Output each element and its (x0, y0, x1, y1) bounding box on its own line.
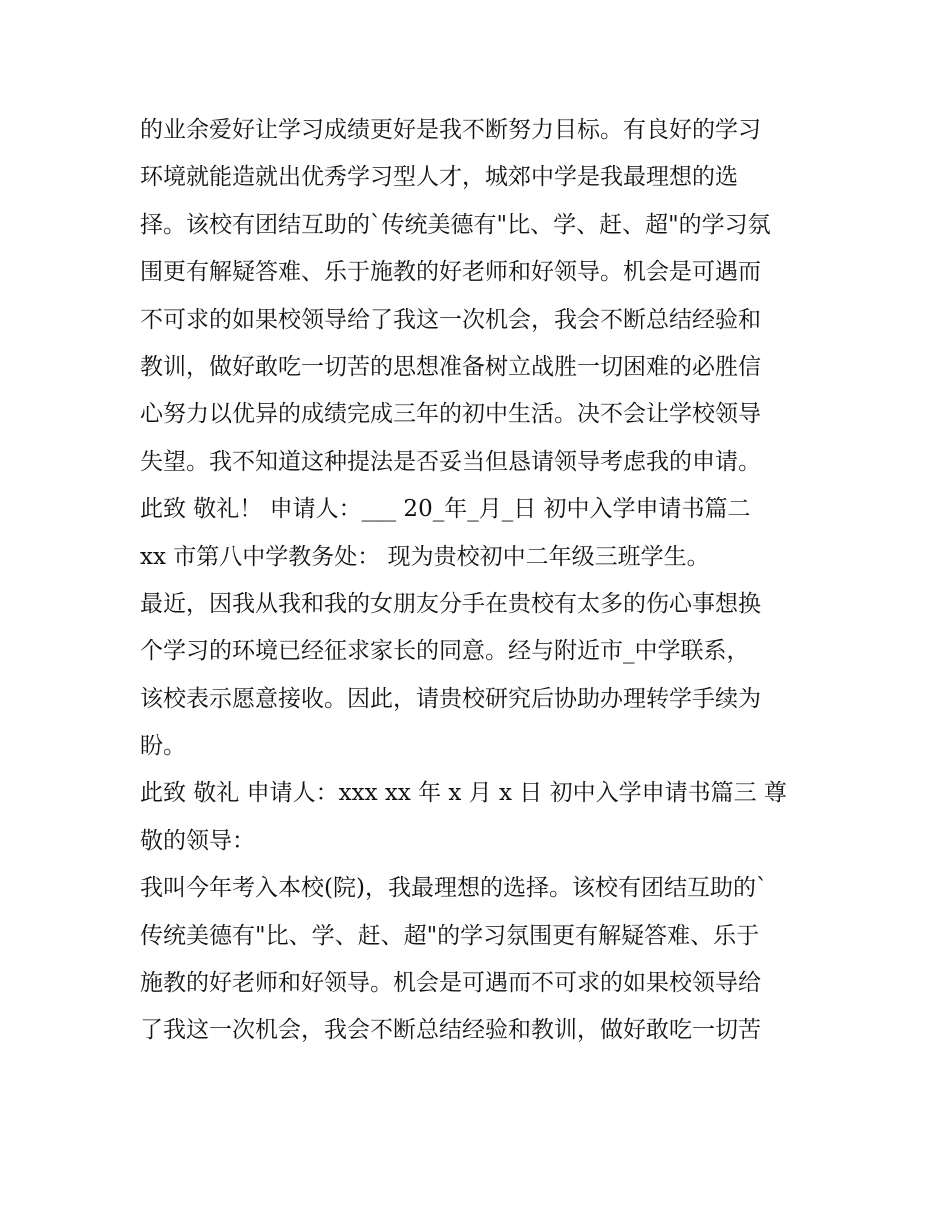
text-line: 不可求的如果校领导给了我这一次机会，我会不断总结经验和 (140, 306, 761, 333)
text-line: 环境就能造就出优秀学习型人才，城郊中学是我最理想的选 (140, 164, 738, 191)
text-line: 最近，因我从我和我的女朋友分手在贵校有太多的伤心事想换 (140, 590, 761, 617)
text-line: 施教的好老师和好领导。机会是可遇而不可求的如果校领导给 (140, 970, 761, 997)
text-line: 传统美德有"比、学、赶、超"的学习氛围更有解疑答难、乐于 (140, 922, 760, 949)
text-line: 教训，做好敢吃一切苦的思想准备树立战胜一切困难的必胜信 (140, 353, 761, 380)
text-line: xx 市第八中学教务处： 现为贵校初中二年级三班学生。 (140, 543, 710, 570)
document-body (140, 107, 820, 1055)
text-line: 个学习的环境已经征求家长的同意。经与附近市_中学联系， (140, 638, 750, 665)
text-line: 的业余爱好让学习成绩更好是我不断努力目标。有良好的学习 (140, 117, 761, 143)
text-line: 心努力以优异的成绩完成三年的初中生活。决不会让学校领导 (140, 401, 761, 428)
text-line: 了我这一次机会，我会不断总结经验和教训，做好敢吃一切苦 (140, 1017, 761, 1044)
text-line: 择。该校有团结互助的`传统美德有"比、学、赶、超"的学习氛 (140, 211, 771, 238)
text-line: 该校表示愿意接收。因此，请贵校研究后协助办理转学手续为 (140, 685, 761, 712)
text-line: 我叫今年考入本校(院)，我最理想的选择。该校有团结互助的` (140, 875, 768, 902)
text-line: 敬的领导： (140, 827, 255, 854)
text-line: 盼。 (140, 733, 186, 760)
text-line: 失望。我不知道这种提法是否妥当但恳请领导考虑我的申请。 (140, 448, 761, 475)
text-line: 此致 敬礼！ 申请人：___ 20_年_月_日 初中入学申请书篇二 (140, 496, 751, 523)
text-line: 此致 敬礼 申请人：xxx xx 年 x 月 x 日 初中入学申请书篇三 尊 (140, 780, 787, 807)
text-line: 围更有解疑答难、乐于施教的好老师和好领导。机会是可遇而 (140, 259, 761, 286)
